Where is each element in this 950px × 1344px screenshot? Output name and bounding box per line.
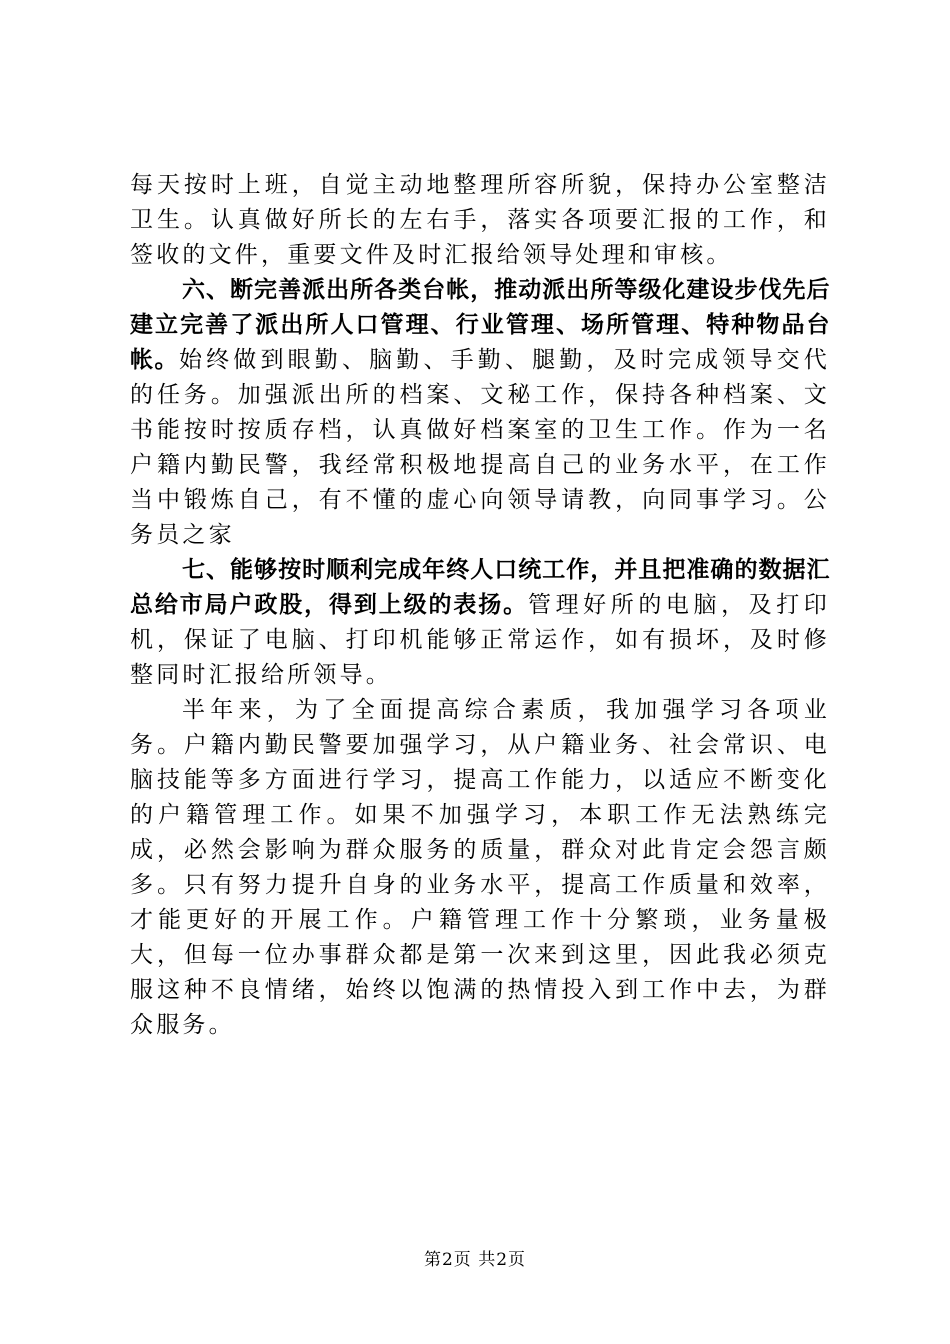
paragraph-3 <box>130 553 830 693</box>
paragraph-2 <box>130 273 830 553</box>
paragraph-4-text: 半年来，为了全面提高综合素质，我加强学习各项业务。户籍内勤民警要加强学习，从户籍业务、社会常识、电脑技能等多方面进行学习，提高工作能力，以适应不断变化的户籍管理工作。如果不加强学习，本职工作无法熟练完成，必然会影响为群众服务的质量，群众对此肯定会怨言颇多。只有努力提升自身的业务水平，提高工作质量和效率，才能更好的开展工作。户籍管理工作十分繁琐，业务量极大，但每一位办事群众都是第一次来到这里，因此我必须克服这种不良情绪，始终以饱满的热情投入到工作中去，为群众服务。 <box>130 697 830 1038</box>
paragraph-4 <box>130 693 830 1043</box>
paragraph-3-heading: 七、能够按时顺利完成年终人口统工作，并且把准确的数据汇总给市局户政股，得到上级的表扬。 <box>130 557 830 618</box>
document-body <box>130 168 830 1043</box>
paragraph-1 <box>130 168 830 273</box>
page-footer <box>0 1245 950 1270</box>
paragraph-1-text: 每天按时上班，自觉主动地整理所容所貌，保持办公室整洁卫生。认真做好所长的左右手，落实各项要汇报的工作，和签收的文件，重要文件及时汇报给领导处理和审核。 <box>130 172 830 268</box>
paragraph-2-heading: 六、断完善派出所各类台帐，推动派出所等级化建设步伐先后建立完善了派出所人口管理、行业管理、场所管理、特种物品台帐。 <box>130 277 830 373</box>
paragraph-3-text: 管理好所的电脑，及打印机，保证了电脑、打印机能够正常运作，如有损坏，及时修整同时汇报给所领导。 <box>130 592 830 688</box>
page-number-label: 第2页 共2页 <box>423 1250 527 1270</box>
paragraph-2-text: 始终做到眼勤、脑勤、手勤、腿勤，及时完成领导交代的任务。加强派出所的档案、文秘工作，保持各种档案、文书能按时按质存档，认真做好档案室的卫生工作。作为一名户籍内勤民警，我经常积极地提高自己的业务水平，在工作当中锻炼自己，有不懂的虚心向领导请教，向同事学习。公务员之家 <box>130 347 830 548</box>
